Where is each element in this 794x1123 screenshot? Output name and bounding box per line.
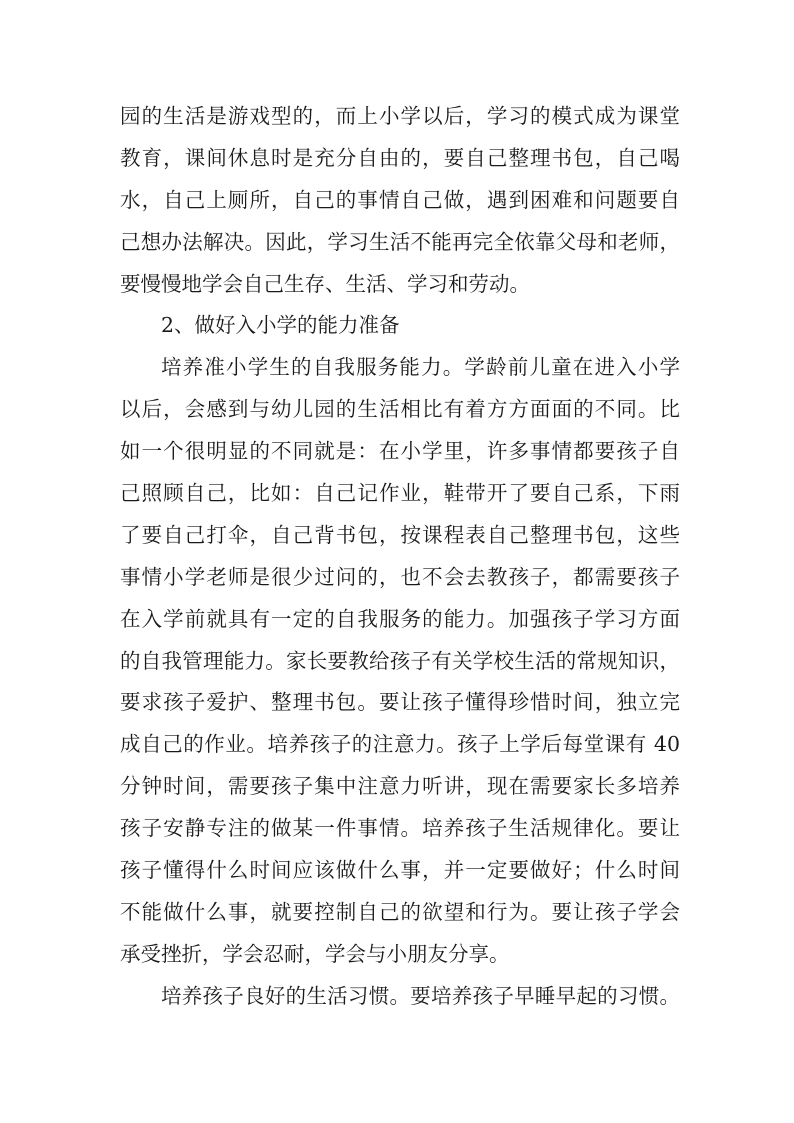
text-line: 己照顾自己，比如：自己记作业，鞋带开了要自己系，下雨 (120, 481, 680, 506)
text-line: 如一个很明显的不同就是：在小学里，许多事情都要孩子自 (120, 439, 680, 464)
text-line: 要慢慢地学会自己生存、生活、学习和劳动。 (120, 271, 530, 296)
text-line: 孩子安静专注的做某一件事情。培养孩子生活规律化。要让 (120, 816, 680, 841)
text-line: 培养孩子良好的生活习惯。要培养孩子早睡早起的习惯。 (161, 983, 680, 1008)
text-line: 的自我管理能力。家长要教给孩子有关学校生活的常规知识， (120, 648, 680, 673)
text-line: 承受挫折，学会忍耐，学会与小朋友分享。 (120, 941, 510, 966)
text-line: 分钟时间，需要孩子集中注意力听讲，现在需要家长多培养 (120, 774, 680, 799)
text-line: 要求孩子爱护、整理书包。要让孩子懂得珍惜时间，独立完 (120, 690, 680, 715)
text-line: 孩子懂得什么时间应该做什么事，并一定要做好；什么时间 (120, 858, 680, 883)
text-line: 了要自己打伞，自己背书包，按课程表自己整理书包，这些 (120, 522, 680, 547)
body-text (120, 96, 680, 1018)
text-line: 成自己的作业。培养孩子的注意力。孩子上学后每堂课有 40 (120, 732, 680, 757)
text-line: 在入学前就具有一定的自我服务的能力。加强孩子学习方面 (120, 606, 680, 631)
text-line: 2、做好入小学的能力准备 (161, 313, 400, 338)
text-line: 水，自己上厕所，自己的事情自己做，遇到困难和问题要自 (120, 187, 680, 212)
text-line: 不能做什么事，就要控制自己的欲望和行为。要让孩子学会 (120, 899, 680, 924)
text-line: 培养准小学生的自我服务能力。学龄前儿童在进入小学 (161, 355, 680, 380)
text-line: 园的生活是游戏型的，而上小学以后，学习的模式成为课堂 (120, 104, 680, 128)
text-line: 以后，会感到与幼儿园的生活相比有着方方面面的不同。比 (120, 397, 680, 422)
text-line: 教育，课间休息时是充分自由的，要自己整理书包，自己喝 (120, 145, 680, 170)
text-line: 己想办法解决。因此，学习生活不能再完全依靠父母和老师， (120, 229, 680, 254)
text-line: 事情小学老师是很少过问的，也不会去教孩子，都需要孩子 (120, 564, 680, 589)
